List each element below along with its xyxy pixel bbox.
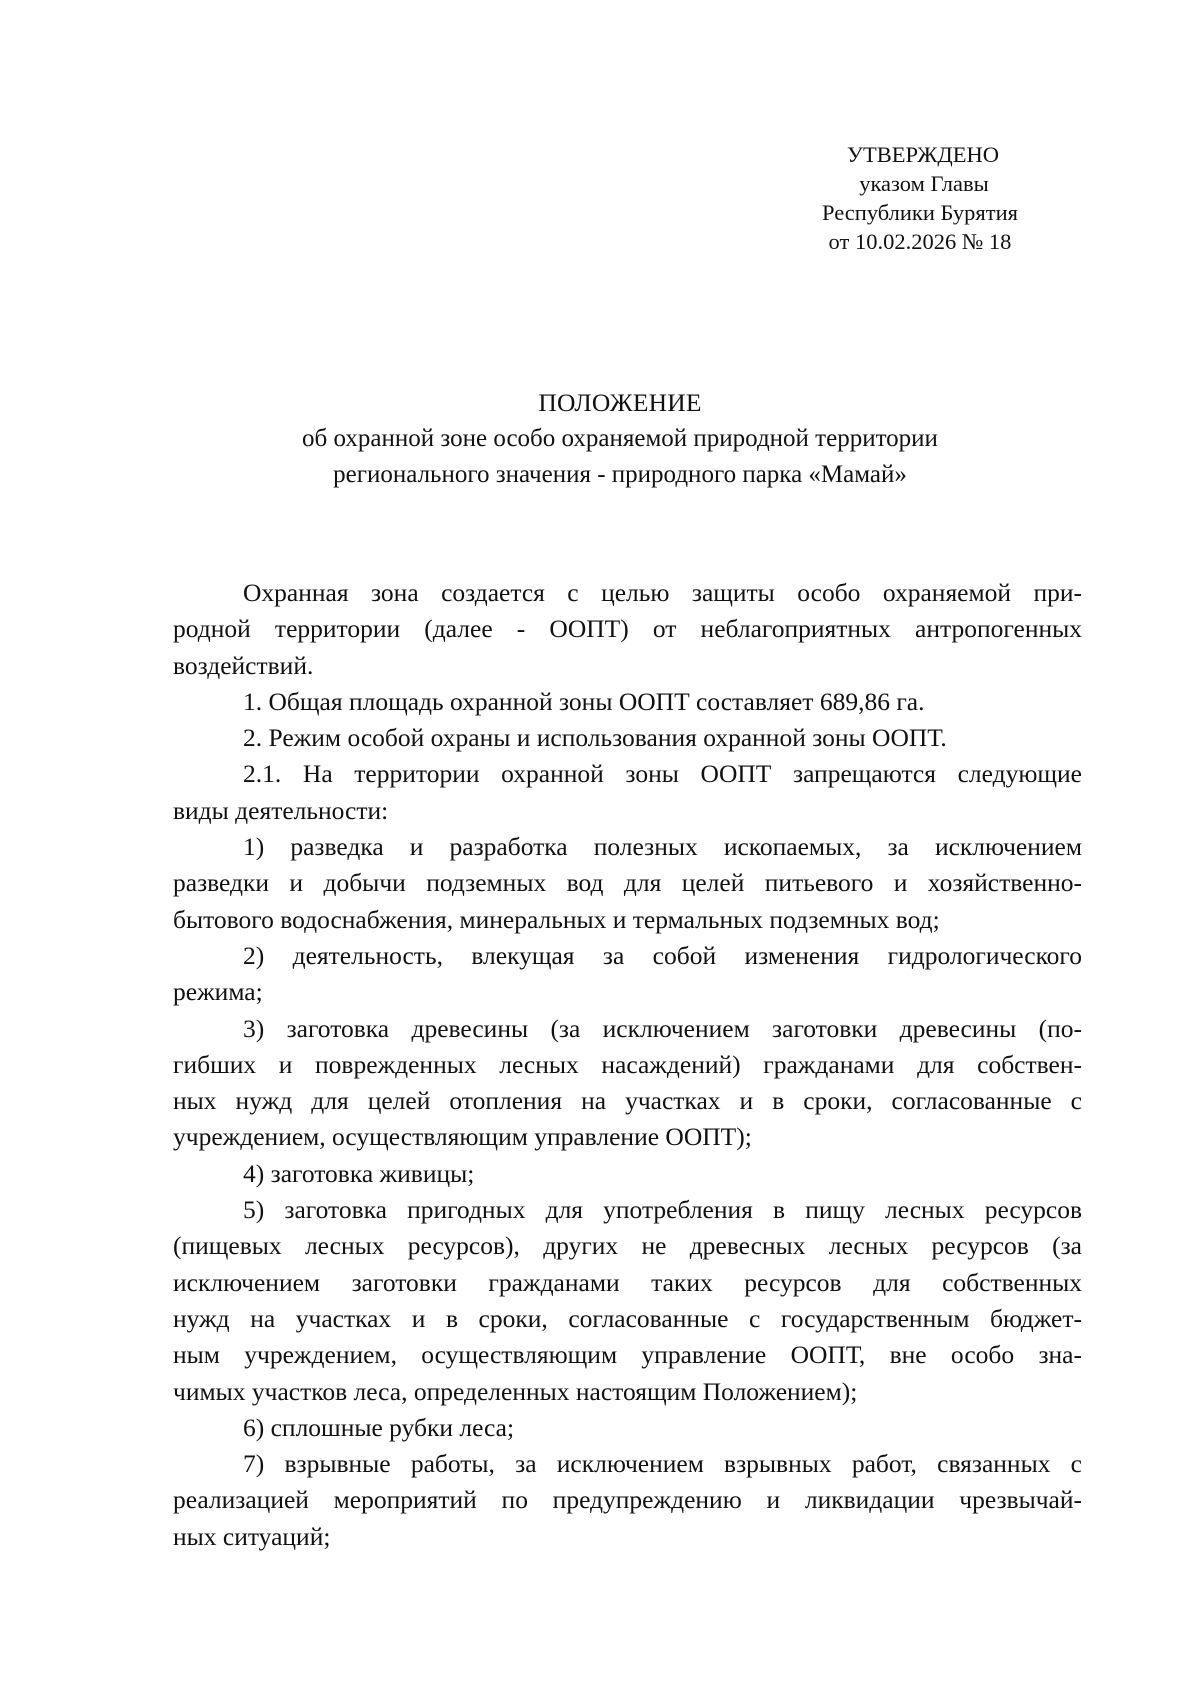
approval-line: от 10.02.2026 № 18: [828, 229, 1012, 254]
paragraph: [173, 829, 1082, 938]
paragraph-line: ных нужд для целей отопления на участках и в сроки, согласованные с: [173, 1086, 1082, 1116]
document-subtitle-line: об охранной зоне особо охраняемой природной территории: [302, 425, 938, 452]
paragraph-line: 4) заготовка живицы;: [243, 1158, 475, 1188]
paragraph-line: разведки и добычи подземных вод для целей питьевого и хозяйственно-: [173, 868, 1082, 898]
paragraph-line: виды деятельности:: [173, 795, 389, 825]
paragraph: [173, 720, 1082, 756]
paragraph: [173, 1192, 1082, 1410]
paragraph-line: чимых участков леса, определенных настоящим Положением);: [173, 1376, 858, 1406]
paragraph-line: 2.1. На территории охранной зоны ООПТ запрещаются следующие: [243, 759, 1082, 789]
approval-line: указом Главы: [859, 171, 989, 196]
approval-stamp-block: [770, 140, 1070, 256]
paragraph-line: гибших и поврежденных лесных насаждений) гражданами для собствен-: [173, 1049, 1082, 1079]
paragraph-line: 2. Режим особой охраны и использования охранной зоны ООПТ.: [243, 723, 947, 753]
document-title: ПОЛОЖЕНИЕ: [538, 388, 702, 417]
paragraph: [173, 684, 1082, 720]
paragraph-line: родной территории (далее - ООПТ) от неблагоприятных антропогенных: [173, 614, 1082, 644]
paragraph-line: 1. Общая площадь охранной зоны ООПТ составляет 689,86 га.: [243, 686, 925, 716]
paragraph: [173, 1011, 1082, 1156]
paragraph: [173, 1410, 1082, 1446]
paragraph-line: режима;: [173, 977, 263, 1007]
paragraph: [173, 1156, 1082, 1192]
paragraph-line: ным учреждением, осуществляющим управление ООПТ, вне особо зна-: [173, 1340, 1082, 1370]
paragraph: [173, 756, 1082, 829]
document-body: [173, 575, 1082, 1555]
paragraph-line: (пищевых лесных ресурсов), других не древесных лесных ресурсов (за: [173, 1231, 1082, 1261]
paragraph-line: Охранная зона создается с целью защиты особо охраняемой при-: [243, 578, 1082, 607]
paragraph-line: исключением заготовки гражданами таких ресурсов для собственных: [173, 1267, 1082, 1297]
paragraph-line: 1) разведка и разработка полезных ископаемых, за исключением: [243, 832, 1082, 862]
paragraph-line: воздействий.: [173, 650, 314, 680]
paragraph-line: нужд на участках и в сроки, согласованные с государственным бюджет-: [173, 1303, 1082, 1333]
paragraph-line: учреждением, осуществляющим управление ООПТ);: [173, 1122, 752, 1152]
document-heading: [170, 385, 1070, 493]
paragraph-line: 2) деятельность, влекущая за собой изменения гидрологического: [243, 940, 1082, 970]
paragraph-line: реализацией мероприятий по предупреждению и ликвидации чрезвычай-: [173, 1485, 1082, 1515]
paragraph: [173, 938, 1082, 1011]
paragraph-line: 6) сплошные рубки леса;: [243, 1412, 515, 1442]
approval-line: УТВЕРЖДЕНО: [847, 142, 999, 167]
paragraph-line: 7) взрывные работы, за исключением взрывных работ, связанных с: [243, 1449, 1082, 1479]
paragraph-line: 5) заготовка пригодных для употребления в пищу лесных ресурсов: [243, 1195, 1082, 1225]
paragraph: [173, 1446, 1082, 1555]
document-subtitle-line: регионального значения - природного парка «Мамай»: [333, 461, 907, 488]
paragraph-line: бытового водоснабжения, минеральных и термальных подземных вод;: [173, 904, 940, 934]
paragraph-line: ных ситуаций;: [173, 1521, 331, 1551]
paragraph: [173, 575, 1082, 684]
approval-line: Республики Бурятия: [822, 200, 1018, 225]
paragraph-line: 3) заготовка древесины (за исключением заготовки древесины (по-: [243, 1013, 1082, 1043]
